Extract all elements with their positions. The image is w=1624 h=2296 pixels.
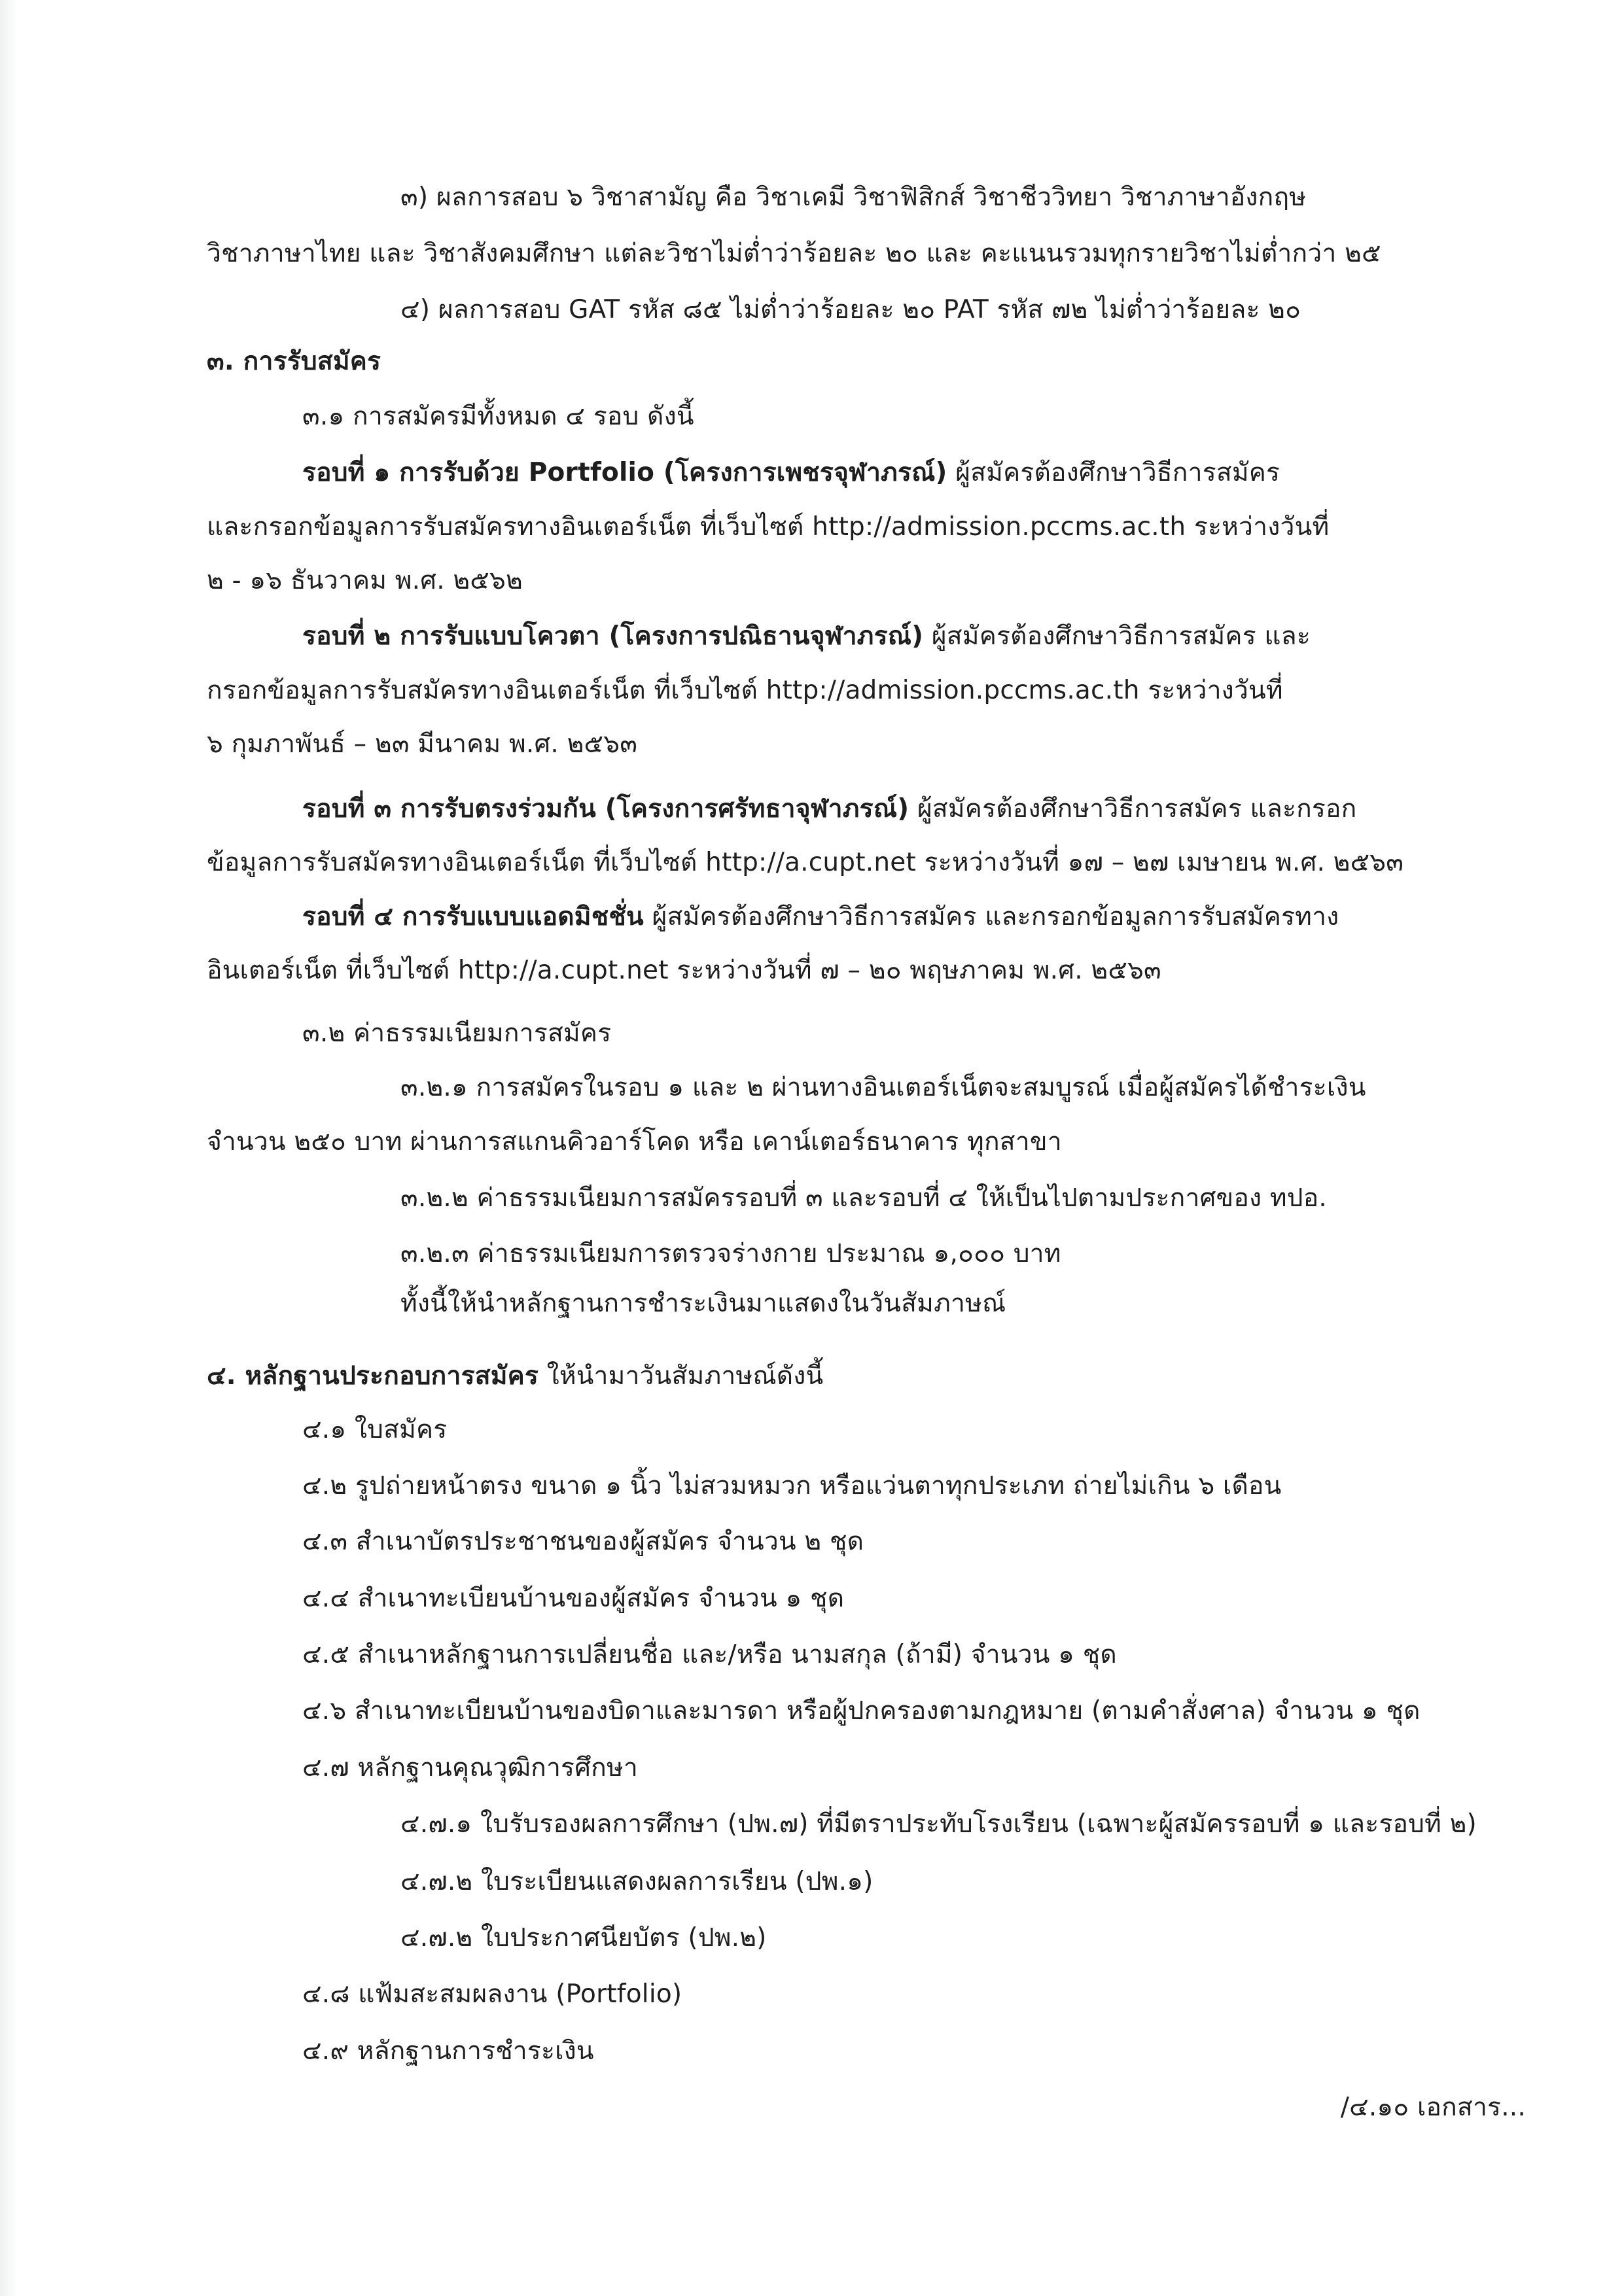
section-3-heading: ๓. การรับสมัคร <box>207 347 381 376</box>
section-3-2-3-note: ทั้งนี้ให้นำหลักฐานการชำระเงินมาแสดงในวันสัมภาษณ์ <box>400 1289 1006 1318</box>
item-4-7-1: ๔.๗.๑ ใบรับรองผลการศึกษา (ปพ.๗) ที่มีตราประทับโรงเรียน (เฉพาะผู้สมัครรอบที่ ๑ และรอบที่ ๒) <box>400 1809 1477 1839</box>
round-1 <box>302 456 1280 490</box>
round-1-title: รอบที่ ๑ การรับด้วย Portfolio (โครงการเพชรจุฬาภรณ์) <box>302 458 947 487</box>
round-4-title: รอบที่ ๔ การรับแบบแอดมิชชั่น <box>302 902 644 931</box>
item-4-7-3: ๔.๗.๒ ใบประกาศนียบัตร (ปพ.๒) <box>400 1923 767 1953</box>
round-3-title: รอบที่ ๓ การรับตรงร่วมกัน (โครงการศรัทธาจุฬาภรณ์) <box>302 794 909 824</box>
section-3-2-1-line-2: จำนวน ๒๕๐ บาท ผ่านการสแกนคิวอาร์โคด หรือ เคาน์เตอร์ธนาคาร ทุกสาขา <box>207 1127 1062 1157</box>
round-4-line-2: อินเตอร์เน็ต ที่เว็บไซต์ http://a.cupt.net ระหว่างวันที่ ๗ – ๒๐ พฤษภาคม พ.ศ. ๒๕๖๓ <box>207 956 1161 985</box>
round-2-line-3: ๖ กุมภาพันธ์ – ๒๓ มีนาคม พ.ศ. ๒๕๖๓ <box>207 729 638 759</box>
item-4-8: ๔.๘ แฟ้มสะสมผลงาน (Portfolio) <box>302 1979 682 2009</box>
item-4-5: ๔.๕ สำเนาหลักฐานการเปลี่ยนชื่อ และ/หรือ นามสกุล (ถ้ามี) จำนวน ๑ ชุด <box>302 1640 1117 1669</box>
item-4-1: ๔.๑ ใบสมัคร <box>302 1415 448 1444</box>
scan-edge-shadow <box>0 0 17 2296</box>
item-4-6: ๔.๖ สำเนาทะเบียนบ้านของบิดาและมารดา หรือผู้ปกครองตามกฎหมาย (ตามคำสั่งศาล) จำนวน ๑ ชุด <box>302 1696 1421 1726</box>
round-1-line-3: ๒ - ๑๖ ธันวาคม พ.ศ. ๒๕๖๒ <box>207 566 523 595</box>
item-4-7: ๔.๗ หลักฐานคุณวุฒิการศึกษา <box>302 1753 638 1783</box>
round-3-line-2: ข้อมูลการรับสมัครทางอินเตอร์เน็ต ที่เว็บไซต์ http://a.cupt.net ระหว่างวันที่ ๑๗ – ๒๗ เมษายน พ.ศ. ๒๕๖๓ <box>207 848 1404 877</box>
qualification-item-4: ๔) ผลการสอบ GAT รหัส ๘๕ ไม่ต่ำว่าร้อยละ ๒๐ PAT รหัส ๗๒ ไม่ต่ำว่าร้อยละ ๒๐ <box>400 295 1301 324</box>
round-2-text: ผู้สมัครต้องศึกษาวิธีการสมัคร และ <box>923 621 1311 651</box>
round-2 <box>302 619 1311 653</box>
round-4 <box>302 900 1339 934</box>
item-4-2: ๔.๒ รูปถ่ายหน้าตรง ขนาด ๑ นิ้ว ไม่สวมหมวก หรือแว่นตาทุกประเภท ถ่ายไม่เกิน ๖ เดือน <box>302 1471 1282 1501</box>
section-3-2-3: ๓.๒.๓ ค่าธรรมเนียมการตรวจร่างกาย ประมาณ ๑,๐๐๐ บาท <box>400 1239 1061 1268</box>
round-2-line-2: กรอกข้อมูลการรับสมัครทางอินเตอร์เน็ต ที่เว็บไซต์ http://admission.pccms.ac.th ระหว่างวันที่ <box>207 676 1283 705</box>
round-3 <box>302 792 1357 826</box>
qualification-item-3: ๓) ผลการสอบ ๖ วิชาสามัญ คือ วิชาเคมี วิชาฟิสิกส์ วิชาชีววิทยา วิชาภาษาอังกฤษ <box>400 183 1307 212</box>
section-3-2-1: ๓.๒.๑ การสมัครในรอบ ๑ และ ๒ ผ่านทางอินเตอร์เน็ตจะสมบูรณ์ เมื่อผู้สมัครได้ชำระเงิน <box>400 1073 1366 1102</box>
item-4-3: ๔.๓ สำเนาบัตรประชาชนของผู้สมัคร จำนวน ๒ ชุด <box>302 1527 864 1556</box>
qualification-item-3-continued: วิชาภาษาไทย และ วิชาสังคมศึกษา แต่ละวิชาไม่ต่ำว่าร้อยละ ๒๐ และ คะแนนรวมทุกรายวิชาไม่ต่ำกว่า ๒๕ <box>207 239 1381 268</box>
round-4-text: ผู้สมัครต้องศึกษาวิธีการสมัคร และกรอกข้อมูลการรับสมัครทาง <box>643 902 1339 931</box>
round-1-line-2: และกรอกข้อมูลการรับสมัครทางอินเตอร์เน็ต ที่เว็บไซต์ http://admission.pccms.ac.th ระหว่างวันที่ <box>207 512 1330 542</box>
section-4-heading-line <box>207 1359 823 1393</box>
round-1-text: ผู้สมัครต้องศึกษาวิธีการสมัคร <box>947 458 1280 487</box>
item-4-9: ๔.๙ หลักฐานการชำระเงิน <box>302 2036 594 2066</box>
continuation-note: /๔.๑๐ เอกสาร... <box>1340 2093 1526 2122</box>
item-4-7-2: ๔.๗.๒ ใบระเบียนแสดงผลการเรียน (ปพ.๑) <box>400 1867 874 1896</box>
item-4-4: ๔.๔ สำเนาทะเบียนบ้านของผู้สมัคร จำนวน ๑ ชุด <box>302 1584 845 1613</box>
section-3-1: ๓.๑ การสมัครมีทั้งหมด ๔ รอบ ดังนี้ <box>302 402 694 431</box>
section-4-heading-rest: ให้นำมาวันสัมภาษณ์ดังนี้ <box>538 1361 824 1391</box>
round-3-text: ผู้สมัครต้องศึกษาวิธีการสมัคร และกรอก <box>909 794 1357 824</box>
section-4-heading: ๔. หลักฐานประกอบการสมัคร <box>207 1361 539 1391</box>
round-2-title: รอบที่ ๒ การรับแบบโควตา (โครงการปณิธานจุฬาภรณ์) <box>302 621 924 651</box>
section-3-2: ๓.๒ ค่าธรรมเนียมการสมัคร <box>302 1018 612 1048</box>
section-3-2-2: ๓.๒.๒ ค่าธรรมเนียมการสมัครรอบที่ ๓ และรอบที่ ๔ ให้เป็นไปตามประกาศของ ทปอ. <box>400 1183 1327 1213</box>
